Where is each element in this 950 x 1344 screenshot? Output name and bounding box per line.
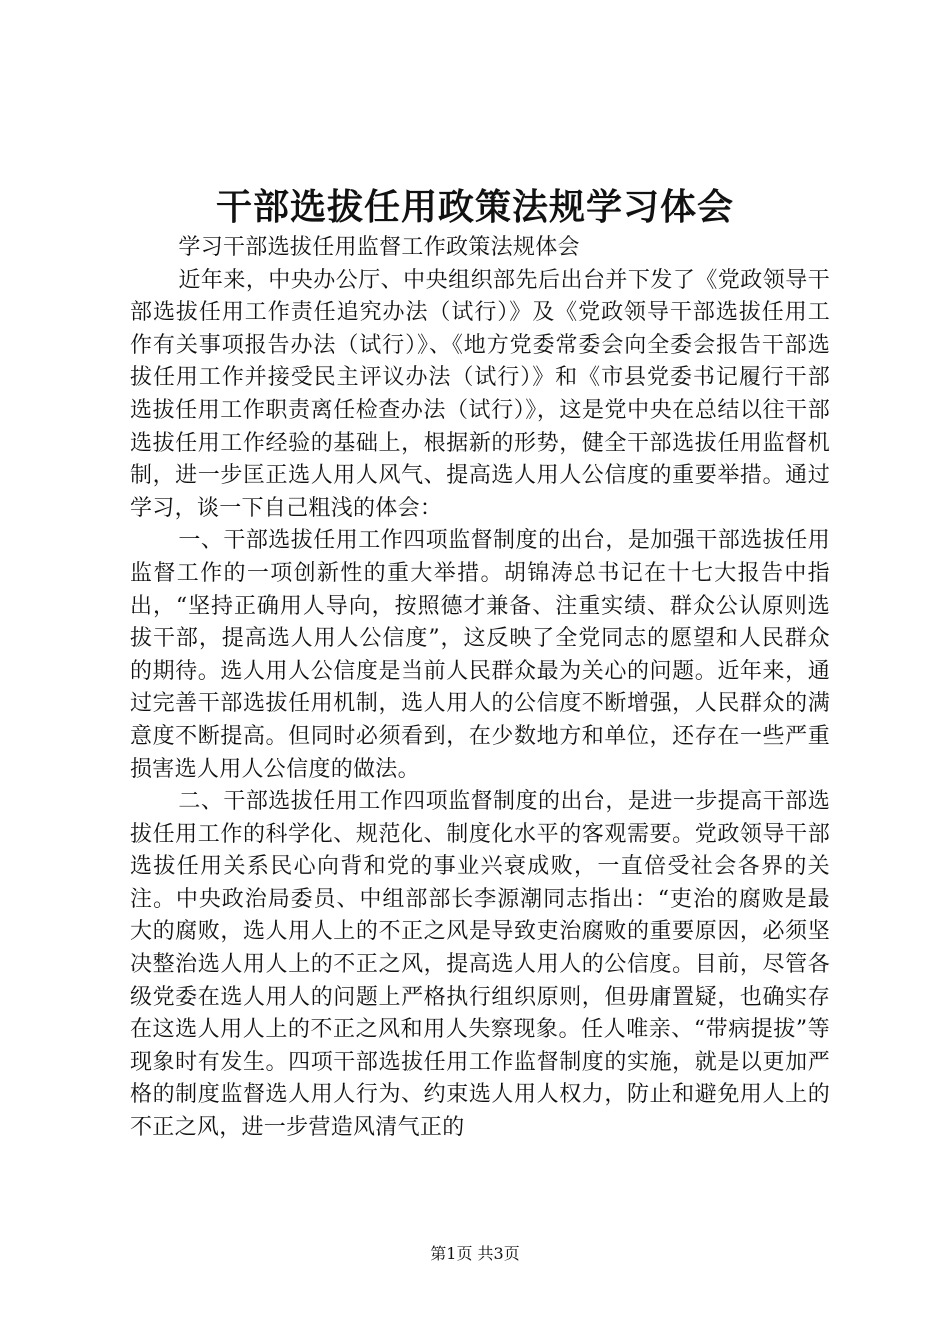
document-body: [130, 232, 830, 1145]
paragraph-point-two: 二、干部选拔任用工作四项监督制度的出台，是进一步提高干部选拔任用工作的科学化、规范化、制度化水平的客观需要。党政领导干部选拔任用关系民心向背和党的事业兴衰成败，一直倍受社会各界的关注。中央政治局委员、中组部部长李源潮同志指出：“吏治的腐败是最大的腐败，选人用人上的不正之风是导致吏治腐败的重要原因，必须坚决整治选人用人上的不正之风，提高选人用人的公信度。目前，尽管各级党委在选人用人的问题上严格执行组织原则，但毋庸置疑，也确实存在这选人用人上的不正之风和用人失察现象。任人唯亲、“带病提拔”等现象时有发生。四项干部选拔任用工作监督制度的实施，就是以更加严格的制度监督选人用人行为、约束选人用人权力，防止和避免用人上的不正之风，进一步营造风清气正的: [130, 789, 830, 1141]
paragraph-intro: 近年来，中央办公厅、中央组织部先后出台并下发了《党政领导干部选拔任用工作责任追究办法（试行）》及《党政领导干部选拔任用工作有关事项报告办法（试行）》、《地方党委常委会向全委会报告干部选拔任用工作并接受民主评议办法（试行）》和《市县党委书记履行干部选拔任用工作职责离任检查办法（试行）》，这是党中央在总结以往干部选拔任用工作经验的基础上，根据新的形势，健全干部选拔任用监督机制，进一步匡正选人用人风气、提高选人用人公信度的重要举措。通过学习，谈一下自己粗浅的体会：: [130, 267, 830, 521]
paragraph-subtitle: 学习干部选拔任用监督工作政策法规体会: [178, 235, 580, 260]
paragraph-point-one: 一、干部选拔任用工作四项监督制度的出台，是加强干部选拔任用监督工作的一项创新性的重大举措。胡锦涛总书记在十七大报告中指出，“坚持正确用人导向，按照德才兼备、注重实绩、群众公认原则选拔干部，提高选人用人公信度”，这反映了全党同志的愿望和人民群众的期待。选人用人公信度是当前人民群众最为关心的问题。近年来，通过完善干部选拔任用机制，选人用人的公信度不断增强，人民群众的满意度不断提高。但同时必须看到，在少数地方和单位，还存在一些严重损害选人用人公信度的做法。: [130, 528, 830, 782]
page-number-footer: 第1页 共3页: [430, 1244, 520, 1263]
document-title: 干部选拔任用政策法规学习体会: [215, 186, 734, 228]
